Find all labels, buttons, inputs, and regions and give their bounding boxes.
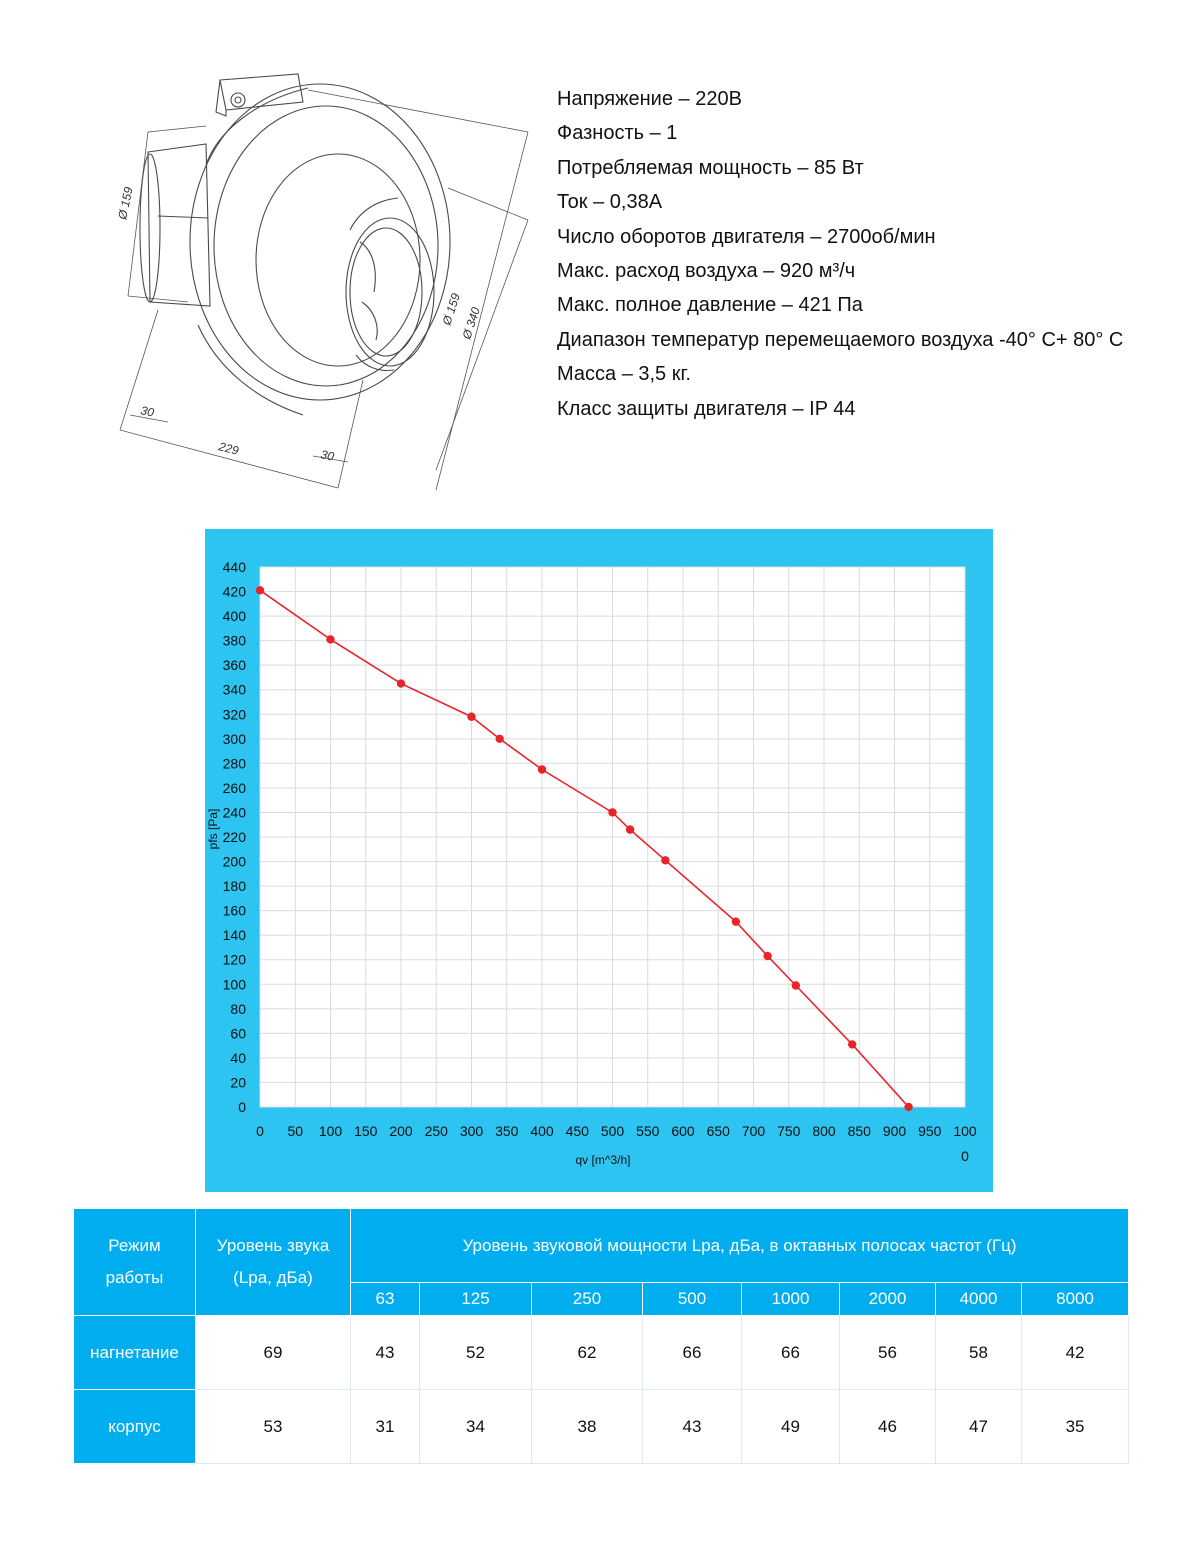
band-value: 42 xyxy=(1022,1316,1129,1390)
data-point xyxy=(256,586,264,594)
spec-phase: Фазность – 1 xyxy=(557,122,678,145)
header-mode: Режим работы xyxy=(74,1209,196,1316)
band-header: 125 xyxy=(420,1283,532,1316)
pressure-flow-chart xyxy=(205,529,993,1192)
header-octave-bands: Уровень звуковой мощности Lpa, дБа, в октавных полосах частот (Гц) xyxy=(351,1209,1129,1283)
band-header: 2000 xyxy=(840,1283,936,1316)
band-value: 34 xyxy=(420,1390,532,1464)
x-tick-label: 400 xyxy=(530,1123,554,1139)
fan-outline-drawing xyxy=(98,70,543,500)
band-value: 49 xyxy=(742,1390,840,1464)
data-point xyxy=(661,856,669,864)
spec-current: Ток – 0,38А xyxy=(557,191,663,214)
y-tick-label: 20 xyxy=(230,1074,246,1091)
band-value: 43 xyxy=(351,1316,420,1390)
data-point xyxy=(792,981,800,989)
y-tick-label: 260 xyxy=(222,779,246,796)
x-tick-label: 950 xyxy=(918,1123,942,1139)
band-header: 8000 xyxy=(1022,1283,1129,1316)
spec-rpm: Число оборотов двигателя – 2700об/мин xyxy=(557,225,936,248)
spec-voltage: Напряжение – 220В xyxy=(557,88,742,110)
data-point xyxy=(904,1103,912,1111)
x-tick-label: 250 xyxy=(424,1123,448,1139)
x-tick-label: 800 xyxy=(812,1123,836,1139)
y-tick-label: 120 xyxy=(222,951,246,968)
band-header: 1000 xyxy=(742,1283,840,1316)
band-value: 62 xyxy=(532,1316,643,1390)
data-point xyxy=(538,765,546,773)
y-tick-label: 400 xyxy=(222,608,246,625)
chart-canvas xyxy=(205,529,993,1192)
overall-length-label: 229 xyxy=(217,439,241,458)
outlet-diameter-label: Ø 159 xyxy=(439,291,463,327)
data-point xyxy=(496,735,504,743)
x-tick-label-extra: 0 xyxy=(961,1148,969,1164)
y-tick-label: 280 xyxy=(222,755,246,772)
data-point xyxy=(397,679,405,687)
band-value: 38 xyxy=(532,1390,643,1464)
y-tick-label: 100 xyxy=(222,976,246,993)
x-tick-label: 850 xyxy=(847,1123,871,1139)
y-tick-label: 80 xyxy=(230,1000,246,1017)
y-tick-label: 60 xyxy=(230,1025,246,1042)
band-value: 35 xyxy=(1022,1390,1129,1464)
grid xyxy=(260,567,965,1107)
table-row xyxy=(74,1316,1129,1390)
outlet-collar-label: 30 xyxy=(319,447,336,464)
x-axis-title: qv [m^3/h] xyxy=(575,1153,631,1167)
y-tick-label: 300 xyxy=(222,730,246,747)
y-tick-label: 160 xyxy=(222,902,246,919)
header-sound-level: Уровень звука (Lpa, дБа) xyxy=(196,1209,351,1316)
x-tick-label: 500 xyxy=(600,1123,625,1139)
x-tick-label: 700 xyxy=(741,1123,766,1139)
x-tick-label: 150 xyxy=(354,1123,378,1139)
band-value: 43 xyxy=(643,1390,742,1464)
row-sound-level: 69 xyxy=(196,1316,351,1390)
band-value: 66 xyxy=(742,1316,840,1390)
data-point xyxy=(732,917,740,925)
band-value: 31 xyxy=(351,1390,420,1464)
y-tick-label: 320 xyxy=(222,706,246,723)
x-tick-label: 900 xyxy=(882,1123,907,1139)
x-tick-label: 550 xyxy=(636,1123,660,1139)
data-point xyxy=(626,825,634,833)
fan-drawing xyxy=(98,70,543,500)
y-tick-label: 420 xyxy=(222,583,246,600)
data-point xyxy=(848,1040,856,1048)
spec-max-airflow: Макс. расход воздуха – 920 м³/ч xyxy=(557,260,856,283)
band-value: 58 xyxy=(936,1316,1022,1390)
noise-table xyxy=(73,1208,1129,1464)
row-mode: корпус xyxy=(74,1390,196,1464)
data-point xyxy=(326,635,334,643)
inlet-diameter-label: Ø 159 xyxy=(115,185,136,221)
band-value: 46 xyxy=(840,1390,936,1464)
y-tick-label: 340 xyxy=(222,681,246,698)
y-tick-label: 140 xyxy=(222,927,246,944)
y-tick-label: 180 xyxy=(222,878,246,895)
x-tick-label: 350 xyxy=(495,1123,519,1139)
spec-list xyxy=(557,82,1177,426)
band-value: 52 xyxy=(420,1316,532,1390)
spec-temperature-range: Диапазон температур перемещаемого воздуха -40° С+ 80° С xyxy=(557,328,1124,351)
row-sound-level: 53 xyxy=(196,1390,351,1464)
x-tick-label: 100 xyxy=(318,1123,343,1139)
y-tick-label: 220 xyxy=(222,829,246,845)
row-mode: нагнетание xyxy=(74,1316,196,1390)
spec-power: Потребляемая мощность – 85 Вт xyxy=(557,156,864,179)
spec-max-pressure: Макс. полное давление – 421 Па xyxy=(557,294,863,317)
x-tick-label: 0 xyxy=(256,1123,264,1139)
x-tick-label: 50 xyxy=(287,1123,304,1139)
band-value: 56 xyxy=(840,1316,936,1390)
table-row xyxy=(74,1390,1129,1464)
band-header: 63 xyxy=(351,1283,420,1316)
band-header: 4000 xyxy=(936,1283,1022,1316)
body-diameter-label: Ø 340 xyxy=(459,305,483,341)
y-tick-label: 240 xyxy=(222,804,246,821)
y-tick-label: 0 xyxy=(238,1099,246,1115)
data-point xyxy=(763,952,771,960)
band-value: 47 xyxy=(936,1390,1022,1464)
x-tick-label: 600 xyxy=(671,1123,695,1139)
band-header: 250 xyxy=(532,1283,643,1316)
inlet-collar-label: 30 xyxy=(139,403,156,420)
y-tick-labels xyxy=(223,559,247,1115)
y-tick-label: 200 xyxy=(222,853,246,870)
x-tick-label: 650 xyxy=(706,1123,730,1139)
spec-mass: Масса – 3,5 кг. xyxy=(557,363,691,386)
y-tick-label: 440 xyxy=(222,559,246,575)
data-point xyxy=(608,808,616,816)
band-header: 500 xyxy=(643,1283,742,1316)
data-point xyxy=(467,713,475,721)
y-axis-title: pfs [Pa] xyxy=(206,808,220,850)
spec-protection-class: Класс защиты двигателя – IP 44 xyxy=(557,397,856,420)
x-tick-label: 100 xyxy=(953,1123,977,1139)
x-tick-labels xyxy=(256,1123,977,1139)
x-tick-label: 300 xyxy=(459,1123,484,1139)
x-tick-label: 450 xyxy=(565,1123,589,1139)
x-tick-label: 750 xyxy=(777,1123,801,1139)
y-tick-label: 40 xyxy=(230,1049,246,1066)
x-tick-label: 200 xyxy=(389,1123,413,1139)
y-tick-label: 360 xyxy=(222,657,246,674)
y-tick-label: 380 xyxy=(222,632,246,649)
band-value: 66 xyxy=(643,1316,742,1390)
